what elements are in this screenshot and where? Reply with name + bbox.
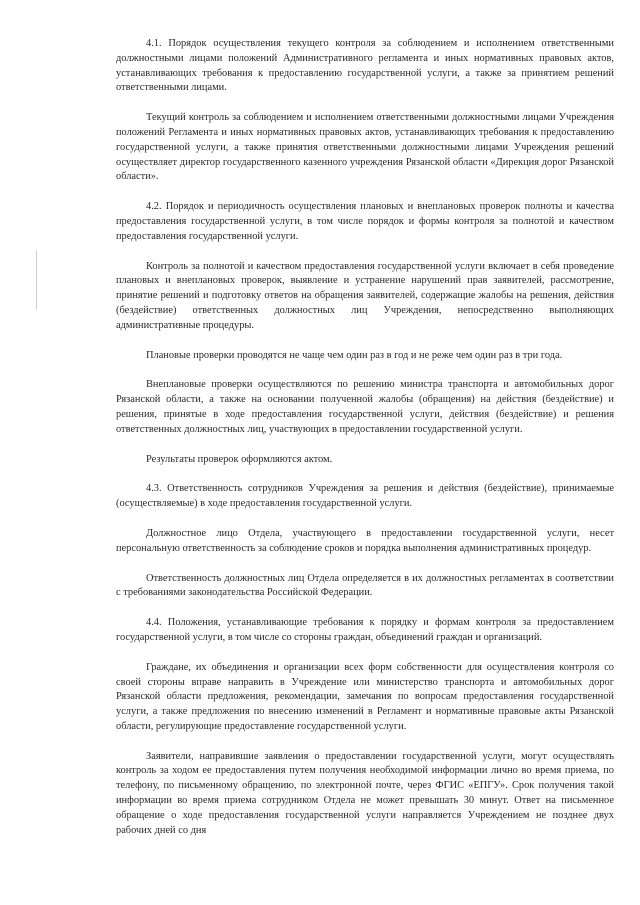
paragraph-unplanned-inspections: Внеплановые проверки осуществляются по решению министра транспорта и автомобильных дорог Рязанской области, а также на основании полученной жалобы (обращения) на действия (бездействие) и решения, принятые в ходе предоставления государственной услуги, действия (бездействие) и решения ответственных должностных лиц, участвующих в предоставлении государственной услуги. <box>116 379 614 435</box>
document-body <box>116 37 614 852</box>
section-4-1-heading: 4.1. Порядок осуществления текущего контроля за соблюдением и исполнением ответственными должностными лицами положений Административного регламента и иных нормативных правовых актов, устанавливающих требования к предоставлению государственной услуги, а также за принятием решений ответственными лицами. <box>116 38 614 94</box>
scan-margin-mark <box>36 250 37 310</box>
section-4-2-heading: 4.2. Порядок и периодичность осуществления плановых и внеплановых проверок полноты и качества предоставления государственной услуги, в том числе порядок и формы контроля за полнотой и качеством предоставления государственной услуги. <box>116 201 614 242</box>
section-4-3-heading: 4.3. Ответственность сотрудников Учреждения за решения и действия (бездействие), принимаемые (осуществляемые) в ходе предоставления государственной услуги. <box>116 483 614 510</box>
paragraph-inspection-results: Результаты проверок оформляются актом. <box>146 453 333 465</box>
paragraph-current-control: Текущий контроль за соблюдением и исполнением ответственными должностными лицами Учреждения положений Регламента и иных нормативных правовых актов, устанавливающих требования к предоставлению государственной услуги, а также принятия ответственными должностными лицами Учреждения решений осуществляет директор государственного казенного учреждения Рязанской области «Дирекция дорог Рязанской области». <box>116 112 614 183</box>
paragraph-applicant-monitoring: Заявители, направившие заявления о предоставлении государственной услуги, могут осуществлять контроль за ходом ее предоставления путем получения необходимой информации лично во время приема, по телефону, по письменному обращению, по электронной почте, через ФГИС «ЕПГУ». Срок получения такой информации во время приема сотрудником Отдела не может превышать 30 минут. Ответ на письменное обращение о ходе предоставления государственной услуги направляется Учреждением не позднее двух рабочих дней со дня <box>116 750 614 836</box>
paragraph-citizen-control: Граждане, их объединения и организации всех форм собственности для осуществления контроля со своей стороны вправе направить в Учреждение или министерство транспорта и автомобильных дорог Рязанской области предложения, рекомендации, замечания по вопросам предоставления государственной услуги, а также предложения по внесению изменений в Регламент и нормативные правовые акты Рязанской области, регулирующие предоставление государственной услуги. <box>116 661 614 732</box>
paragraph-planned-inspections: Плановые проверки проводятся не чаще чем один раз в год и не реже чем один раз в три года. <box>146 349 563 361</box>
section-4-4-heading: 4.4. Положения, устанавливающие требования к порядку и формам контроля за предоставлением государственной услуги, в том числе со стороны граждан, объединений граждан и организаций. <box>116 617 614 643</box>
paragraph-quality-control: Контроль за полнотой и качеством предоставления государственной услуги включает в себя проведение плановых и внеплановых проверок, выявление и устранение нарушений прав заявителей, рассмотрение, принятие решений и подготовку ответов на обращения заявителей, содержащие жалобы на решения, действия (бездействие) ответственных должностных лиц Учреждения, непосредственно выполняющих административные процедуры. <box>116 260 614 331</box>
paragraph-responsibility-regulations: Ответственность должностных лиц Отдела определяется в их должностных регламентах в соответствии с требованиями законодательства Российской Федерации. <box>116 572 614 599</box>
paragraph-official-responsibility: Должностное лицо Отдела, участвующего в предоставлении государственной услуги, несет персональную ответственность за соблюдение сроков и порядка выполнения административных процедур. <box>116 527 614 554</box>
